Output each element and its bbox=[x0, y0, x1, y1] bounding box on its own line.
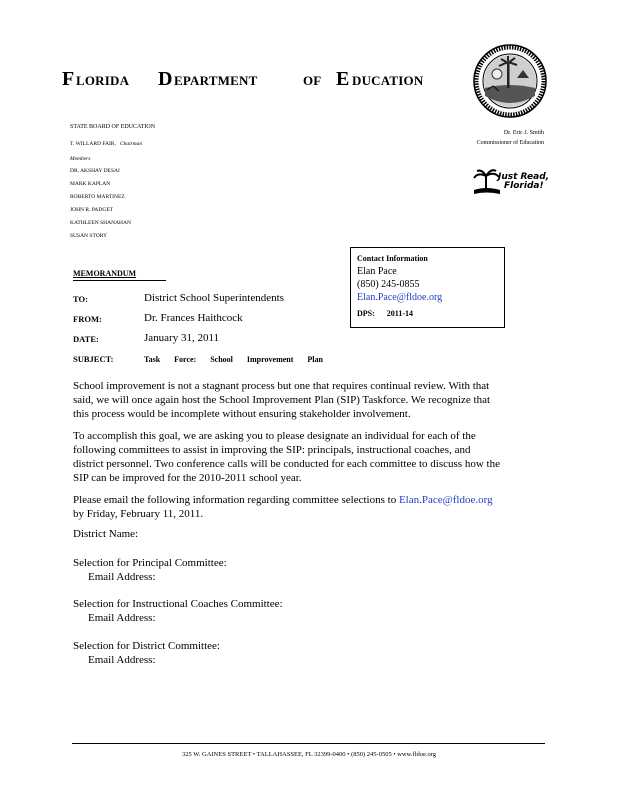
body-line: School improvement is not a stagnant process but one that requires continual review. With that bbox=[73, 380, 490, 392]
body-text: Please email the following information regarding committee selections to bbox=[73, 494, 397, 506]
board-member: ROBERTO MARTINEZ bbox=[70, 194, 125, 200]
dps-number bbox=[357, 307, 413, 320]
commissioner-block bbox=[460, 128, 544, 148]
body-paragraph-2 bbox=[73, 429, 541, 485]
dps-label: DPS: bbox=[357, 309, 375, 318]
board-member: DR. AKSHAY DESAI bbox=[70, 168, 120, 174]
to-label: TO: bbox=[73, 294, 88, 304]
contact-phone: (850) 245-0855 bbox=[357, 279, 420, 290]
body-line: district personnel. Two conference calls will be conducted for each committee to discuss how the bbox=[73, 458, 500, 470]
contact-name: Elan Pace bbox=[357, 266, 397, 277]
board-chair-name: T. WILLARD FAIR, bbox=[70, 141, 116, 147]
subject-label: SUBJECT: bbox=[73, 354, 114, 364]
email-address-line: Email Address: bbox=[88, 571, 156, 583]
just-read-line2: Florida! bbox=[504, 181, 544, 191]
coaches-committee-line: Selection for Instructional Coaches Committee: bbox=[73, 598, 283, 610]
title-initial-e: E bbox=[336, 68, 350, 90]
title-word-epartment: EPARTMENT bbox=[174, 73, 258, 88]
commissioner-name: Dr. Eric J. Smith bbox=[503, 130, 544, 136]
title-word-lorida: LORIDA bbox=[76, 73, 130, 88]
date-value: January 31, 2011 bbox=[144, 332, 220, 344]
board-chair-title: Chairman bbox=[119, 141, 143, 147]
to-value: District School Superintendents bbox=[144, 292, 284, 304]
body-line: SIP can be improved for the 2010-2011 school year. bbox=[73, 472, 302, 484]
district-name-line: District Name: bbox=[73, 528, 139, 540]
footer-address: 325 W. GAINES STREET • TALLAHASSEE, FL 32399-0400 • (850) 245-0505 • www.fldoe.org bbox=[181, 751, 437, 758]
board-heading: STATE BOARD OF EDUCATION bbox=[70, 124, 156, 130]
board-member: SUSAN STORY bbox=[70, 233, 108, 239]
from-value: Dr. Frances Haithcock bbox=[144, 312, 243, 324]
email-address-line: Email Address: bbox=[88, 612, 156, 624]
body-line bbox=[73, 493, 541, 507]
dps-value: 2011-14 bbox=[386, 309, 414, 318]
board-member: MARK KAPLAN bbox=[70, 181, 111, 187]
board-member: KATHLEEN SHANAHAN bbox=[70, 220, 131, 226]
members-label: Members bbox=[70, 156, 91, 162]
email-link[interactable]: Elan.Pace@fldoe.org bbox=[398, 494, 493, 506]
body-line: by Friday, February 11, 2011. bbox=[73, 508, 204, 520]
just-read-text bbox=[498, 173, 549, 191]
subject-value: Task Force: School Improvement Plan bbox=[144, 355, 323, 364]
body-line: To accomplish this goal, we are asking you to please designate an individual for each of the bbox=[73, 430, 476, 442]
board-member: JOHN R. PADGET bbox=[70, 207, 114, 213]
date-label: DATE: bbox=[73, 334, 99, 344]
body-line: this process would be incomplete without ensuring stakeholder involvement. bbox=[73, 408, 411, 420]
contact-email-link[interactable]: Elan.Pace@fldoe.org bbox=[357, 292, 443, 303]
just-read-line1: Just Read, bbox=[498, 172, 550, 182]
title-word-ducation: DUCATION bbox=[352, 73, 424, 88]
principal-committee-line: Selection for Principal Committee: bbox=[73, 557, 227, 569]
footer-divider bbox=[72, 743, 545, 744]
email-address-line: Email Address: bbox=[88, 654, 156, 666]
body-paragraph-3 bbox=[73, 493, 541, 521]
florida-seal-icon bbox=[473, 44, 547, 118]
board-chair bbox=[70, 141, 142, 147]
commissioner-title: Commissioner of Education bbox=[476, 140, 544, 146]
contact-information-box bbox=[350, 247, 505, 328]
body-line: following committees to assist in improving the SIP: principals, instructional coaches, and bbox=[73, 444, 471, 456]
memorandum-underline bbox=[73, 280, 166, 281]
district-committee-line: Selection for District Committee: bbox=[73, 640, 220, 652]
memorandum-label: MEMORANDUM bbox=[73, 269, 137, 278]
contact-heading: Contact Information bbox=[357, 254, 428, 263]
body-line: said, we will once again host the School Improvement Plan (SIP) Taskforce. We recognize that bbox=[73, 394, 491, 406]
body-paragraph-1 bbox=[73, 379, 541, 421]
from-label: FROM: bbox=[73, 314, 102, 324]
title-initial-d: D bbox=[158, 68, 173, 90]
title-word-of: OF bbox=[303, 73, 322, 88]
title-initial-f: F bbox=[62, 68, 75, 90]
